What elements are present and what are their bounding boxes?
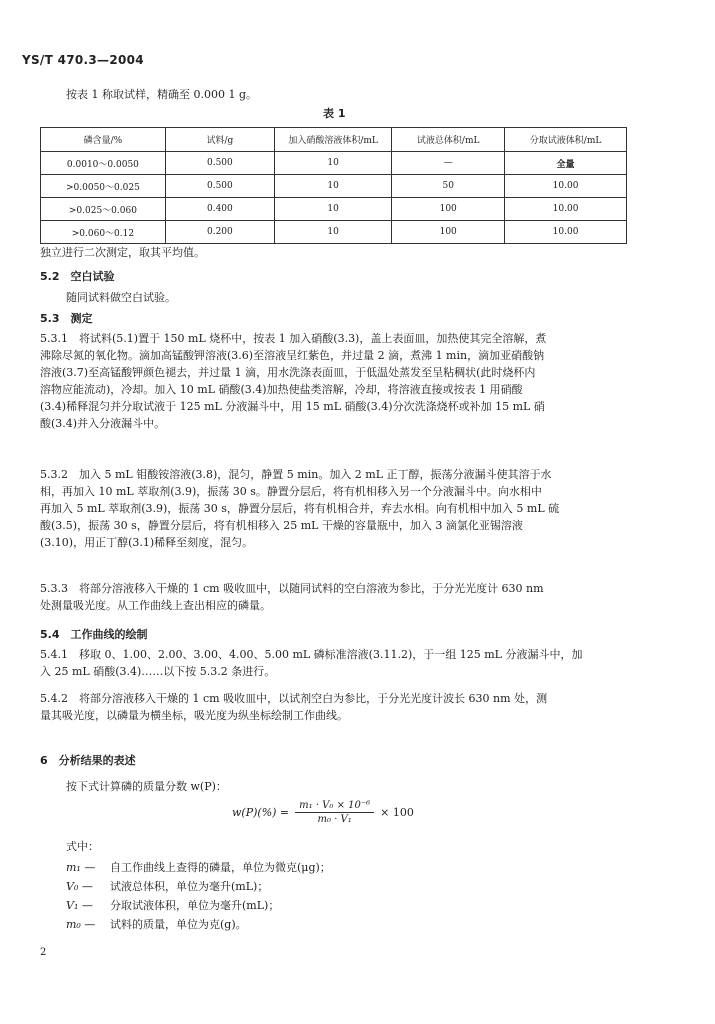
section-6-heading [40, 752, 136, 768]
section-5-4-heading [40, 626, 148, 642]
standard-number: YS/T 470.3—2004 [22, 53, 144, 67]
formula-numerator: m₁ · V₀ × 10⁻⁶ [295, 800, 374, 813]
text-line: 量其吸光度，以磷量为横坐标，吸光度为纵坐标绘制工作曲线。 [40, 709, 348, 722]
table-header-row [41, 128, 627, 152]
table-cell: 0.200 [165, 221, 274, 244]
table-cell: 50 [392, 175, 505, 198]
paragraph-5-3-2 [40, 466, 559, 551]
calc-intro: 按下式计算磷的质量分数 w(P)： [66, 780, 227, 793]
table-cell: 10 [274, 198, 391, 221]
definition-item [66, 877, 331, 896]
section-5-3-heading [40, 310, 93, 326]
table-cell: 0.0010～0.0050 [41, 152, 166, 175]
table-cell: >0.025～0.060 [41, 198, 166, 221]
section-number: 5.2 [40, 270, 60, 283]
definition-symbol: m₀ — [66, 918, 96, 931]
definition-text: 分取试液体积，单位为毫升(mL)； [110, 899, 280, 912]
text-line: 溶液(3.7)至高锰酸钾颜色褪去，并过量 1 滴，用水洗涤表面皿，于低温处蒸发至呈粘稠状(此时烧杯内 [40, 366, 536, 379]
definition-symbol: m₁ — [66, 861, 96, 874]
text-line: 溶物应能流动)，冷却。加入 10 mL 硝酸(3.4)加热使盐类溶解，冷却，将溶液直接或按表 1 用硝酸 [40, 383, 523, 396]
formula-fraction [295, 800, 374, 825]
table-row [41, 175, 627, 198]
text-line: 5.3.1 将试料(5.1)置于 150 mL 烧杯中，按表 1 加入硝酸(3.3)，盖上表面皿，加热使其完全溶解，煮 [40, 332, 547, 345]
table-cell: 10 [274, 152, 391, 175]
text-line: 再加入 5 mL 萃取剂(3.9)，振荡 30 s，静置分层后，将有机相合并，弃去水相。向有机相中加入 5 mL 硫 [40, 502, 560, 515]
table-cell: 100 [392, 198, 505, 221]
table-1 [40, 127, 627, 244]
text-line: 5.4.2 将部分溶液移入干燥的 1 cm 吸收皿中，以试剂空白为参比，于分光光度计波长 630 nm 处，测 [40, 692, 548, 705]
definition-item [66, 896, 331, 915]
section-title: 分析结果的表述 [58, 754, 136, 767]
table-header-cell: 磷含量/% [41, 128, 166, 152]
table-header-cell: 试料/g [165, 128, 274, 152]
paragraph-5-3-1 [40, 330, 546, 432]
definition-text: 试料的质量，单位为克(g)。 [110, 918, 247, 931]
text-line: (3.10)，用正丁醇(3.1)稀释至刻度，混匀。 [40, 536, 254, 549]
table-cell: >0.060～0.12 [41, 221, 166, 244]
table-row [41, 221, 627, 244]
definition-item [66, 915, 331, 934]
paragraph-5-3-3 [40, 580, 544, 614]
table-cell: 0.500 [165, 175, 274, 198]
table-cell: 0.400 [165, 198, 274, 221]
text-line: 沸除尽氮的氧化物。滴加高锰酸钾溶液(3.6)至溶液呈红紫色，并过量 2 滴，煮沸 1 min，滴加亚硝酸钠 [40, 349, 545, 362]
table-cell: 10 [274, 175, 391, 198]
definition-text: 自工作曲线上查得的磷量，单位为微克(μg)； [110, 861, 331, 874]
table-cell: 全量 [505, 152, 627, 175]
definition-item [66, 858, 331, 877]
after-table-text: 独立进行二次测定，取其平均值。 [40, 246, 205, 259]
table-header-cell: 试液总体积/mL [392, 128, 505, 152]
section-number: 5.4 [40, 628, 60, 641]
section-number: 5.3 [40, 312, 60, 325]
table-cell: 0.500 [165, 152, 274, 175]
section-number: 6 [40, 754, 48, 767]
text-line: 酸(3.4)并入分液漏斗中。 [40, 417, 166, 430]
formula [232, 800, 414, 825]
text-line: 5.3.3 将部分溶液移入干燥的 1 cm 吸收皿中，以随同试料的空白溶液为参比，于分光光度计 630 nm [40, 582, 544, 595]
table-cell: 100 [392, 221, 505, 244]
page-number: 2 [40, 947, 47, 958]
text-line: 相，再加入 10 mL 萃取剂(3.9)，振荡 30 s。静置分层后，将有机相移入另一个分液漏斗中。向水相中 [40, 485, 542, 498]
definitions-list [66, 858, 331, 934]
where-label: 式中： [66, 840, 99, 853]
table-cell: 10.00 [505, 221, 627, 244]
section-5-2-heading [40, 268, 115, 284]
definition-text: 试液总体积，单位为毫升(mL)； [110, 880, 269, 893]
section-title: 空白试验 [70, 270, 115, 283]
table-row [41, 198, 627, 221]
formula-denominator: m₀ · V₁ [317, 814, 352, 825]
table-row [41, 152, 627, 175]
formula-rhs: × 100 [380, 806, 414, 819]
text-line: 5.4.1 移取 0、1.00、2.00、3.00、4.00、5.00 mL 磷标准溶液(3.11.2)，于一组 125 mL 分液漏斗中，加 [40, 648, 583, 661]
section-title: 测定 [70, 312, 93, 325]
table-cell: >0.0050～0.025 [41, 175, 166, 198]
formula-lhs: w(P)(%) = [232, 806, 290, 819]
table-header-cell: 分取试液体积/mL [505, 128, 627, 152]
table-cell: — [392, 152, 505, 175]
table-header-cell: 加入硝酸溶液体积/mL [274, 128, 391, 152]
table-cell: 10 [274, 221, 391, 244]
section-title: 工作曲线的绘制 [70, 628, 148, 641]
paragraph-5-4-2 [40, 690, 547, 724]
table-cell: 10.00 [505, 175, 627, 198]
intro-text: 按表 1 称取试样，精确至 0.000 1 g。 [66, 88, 258, 101]
table-caption: 表 1 [323, 107, 346, 120]
section-5-2-text: 随同试料做空白试验。 [66, 291, 176, 304]
text-line: 5.3.2 加入 5 mL 钼酸铵溶液(3.8)，混匀，静置 5 min。加入 2 mL 正丁醇，振荡分液漏斗使其溶于水 [40, 468, 552, 481]
table-cell: 10.00 [505, 198, 627, 221]
paragraph-5-4-1 [40, 646, 582, 680]
definition-symbol: V₀ — [66, 880, 93, 893]
text-line: (3.4)稀释混匀并分取试液于 125 mL 分液漏斗中，用 15 mL 硝酸(3.4)分次洗涤烧杯或补加 15 mL 硝 [40, 400, 545, 413]
definition-symbol: V₁ — [66, 899, 93, 912]
text-line: 入 25 mL 硝酸(3.4)……以下按 5.3.2 条进行。 [40, 665, 276, 678]
text-line: 酸(3.5)，振荡 30 s，静置分层后，将有机相移入 25 mL 干燥的容量瓶中，加入 3 滴氯化亚锡溶液 [40, 519, 523, 532]
text-line: 处测量吸光度。从工作曲线上查出相应的磷量。 [40, 599, 271, 612]
